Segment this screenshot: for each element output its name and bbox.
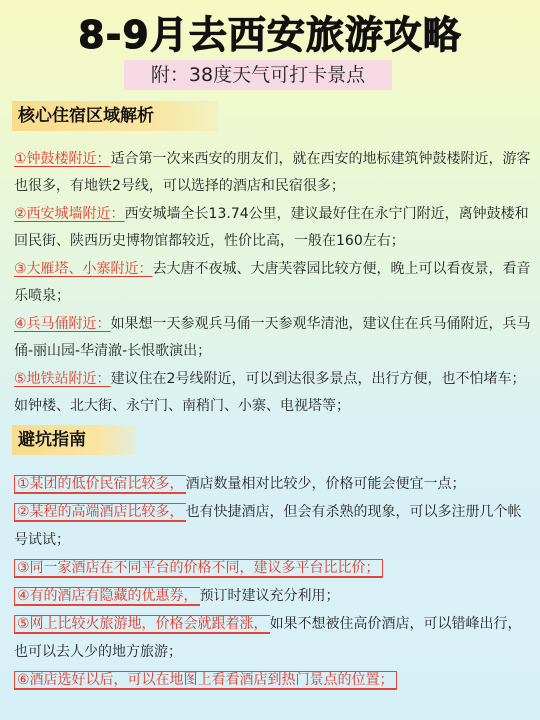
- item-text: 适合第一次来西安的朋友们，就在西安的地标建筑钟鼓楼附近，游客也很多，有地铁2号线，可以选择的酒店和民宿很多；: [14, 151, 531, 194]
- page-subtitle: 附：38度天气可打卡景点: [124, 60, 392, 90]
- item-label: ②某程的高端酒店比较多，: [14, 503, 186, 522]
- item-label: ②西安城墙附近：: [14, 206, 125, 222]
- item-text: 西安城墙全长13.74公里，建议最好住在永宁门附近，离钟鼓楼和回民街、陕西历史博物馆都较近，性价比高，一般在160左右；: [14, 206, 529, 249]
- item-label: ⑤地铁站附近：: [14, 371, 111, 387]
- item-label: ⑤网上比较火旅游地，价格会就跟着涨，: [14, 615, 270, 634]
- list-item: [14, 582, 532, 610]
- item-label: ④有的酒店有隐藏的优惠券，: [14, 587, 200, 606]
- list-item: [14, 554, 532, 582]
- list-item: [14, 666, 532, 694]
- section-heading-accommodation: 核心住宿区域解析: [12, 101, 218, 131]
- item-text: 也有快捷酒店，但会有杀熟的现象，可以多注册几个帐号试试；: [14, 504, 522, 548]
- item-text: 建议住在2号线附近，可以到达很多景点，出行方便，也不怕堵车；如钟楼、北大街、永宁门、南稍门、小寨、电视塔等；: [14, 371, 526, 414]
- list-item: [14, 470, 532, 498]
- item-label: ①钟鼓楼附近：: [14, 151, 111, 167]
- item-text: 如果想一天参观兵马俑一天参观华清池，建议住在兵马俑附近，兵马俑-丽山园-华清澈-长恨歌演出；: [14, 316, 531, 359]
- item-label: ①某团的低价民宿比较多，: [14, 475, 186, 494]
- item-label: ④兵马俑附近：: [14, 316, 111, 332]
- item-label: ③同一家酒店在不同平台的价格不同，建议多平台比比价；: [14, 559, 383, 578]
- item-text: 去大唐不夜城、大唐芙蓉园比较方便，晚上可以看夜景，看音乐喷泉；: [14, 261, 531, 304]
- section-heading-tips: 避坑指南: [12, 425, 136, 455]
- item-text: 预订时建议充分利用；: [199, 588, 340, 604]
- list-item: [14, 201, 532, 255]
- item-label: ⑥酒店选好以后，可以在地图上看看酒店到热门景点的位置；: [14, 671, 397, 690]
- item-text: 酒店数量相对比较少，价格可能会便宜一点；: [185, 476, 466, 492]
- list-item: [14, 311, 532, 365]
- item-label: ③大雁塔、小寨附近：: [14, 261, 153, 277]
- list-item: [14, 366, 532, 420]
- list-item: [14, 256, 532, 310]
- item-text: 如果不想被住高价酒店，可以错峰出行，也可以去人少的地方旅游；: [14, 616, 522, 660]
- list-item: [14, 610, 532, 666]
- list-item: [14, 146, 532, 200]
- list-item: [14, 498, 532, 554]
- page-title: 8-9月去西安旅游攻略: [78, 13, 462, 57]
